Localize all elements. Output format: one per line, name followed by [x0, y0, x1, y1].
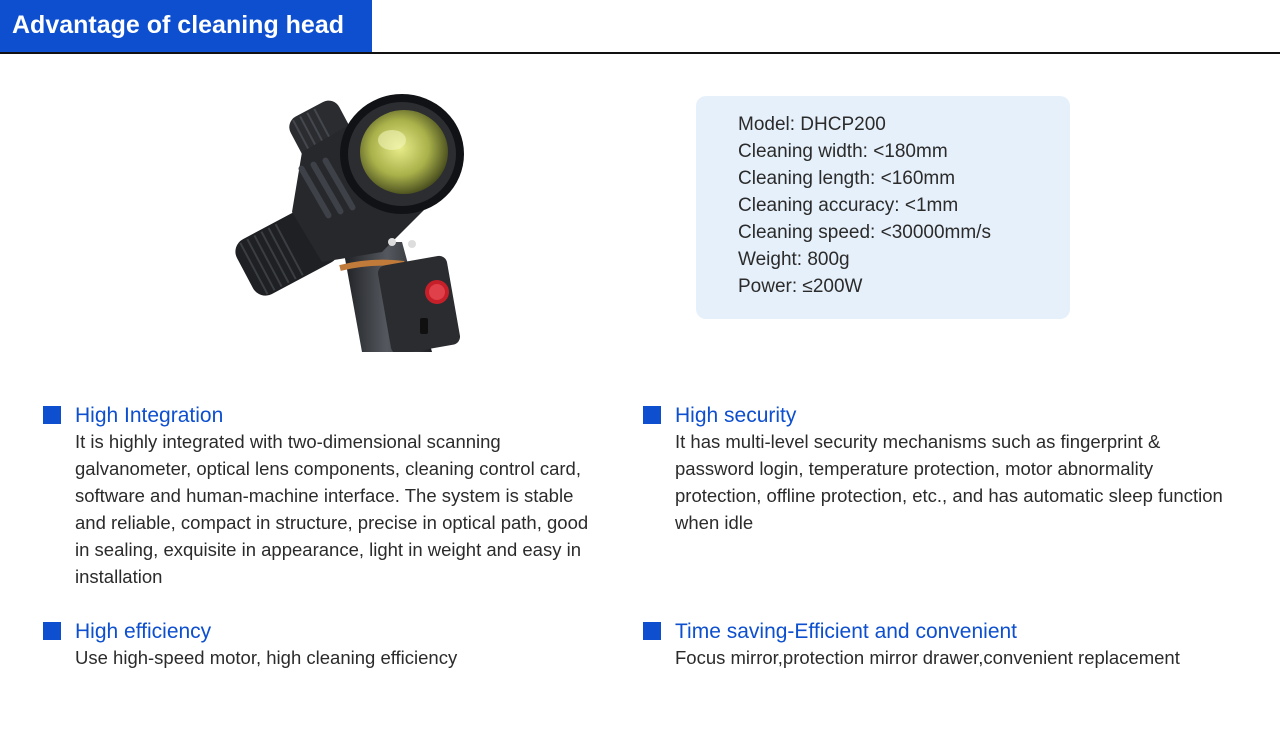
feature-title: Time saving-Efficient and convenient [675, 620, 1018, 643]
feature-description: Focus mirror,protection mirror drawer,convenient replacement [675, 647, 1180, 668]
cleaning-head-product-image [232, 92, 472, 352]
feature-description: It is highly integrated with two-dimensional scanning galvanometer, optical lens components, cleaning control card, software and human-machine interface. The system is stable and reliable, compact in structure, precise in optical path, good in sealing, exquisite in appearance, light in weight and easy in installation [75, 431, 589, 587]
square-bullet-icon [43, 622, 61, 640]
spec-panel [696, 96, 1070, 319]
spec-cleaning-speed: Cleaning speed: <30000mm/s [738, 222, 991, 243]
square-bullet-icon [643, 406, 661, 424]
feature-description: It has multi-level security mechanisms such as fingerprint & password login, temperature protection, motor abnormality protection, offline protection, etc., and has automatic sleep function when idle [675, 431, 1223, 533]
spec-power: Power: ≤200W [738, 276, 863, 297]
feature-title: High efficiency [75, 620, 212, 643]
square-bullet-icon [43, 406, 61, 424]
feature-title: High security [675, 404, 797, 427]
spec-weight: Weight: 800g [738, 249, 850, 270]
page-title: Advantage of cleaning head [0, 0, 372, 52]
spec-cleaning-accuracy: Cleaning accuracy: <1mm [738, 195, 959, 216]
title-divider [0, 52, 1280, 54]
feature-title: High Integration [75, 404, 224, 427]
spec-model: Model: DHCP200 [738, 114, 886, 135]
square-bullet-icon [643, 622, 661, 640]
spec-cleaning-width: Cleaning width: <180mm [738, 141, 948, 162]
spec-cleaning-length: Cleaning length: <160mm [738, 168, 956, 189]
feature-description: Use high-speed motor, high cleaning efficiency [75, 647, 458, 668]
